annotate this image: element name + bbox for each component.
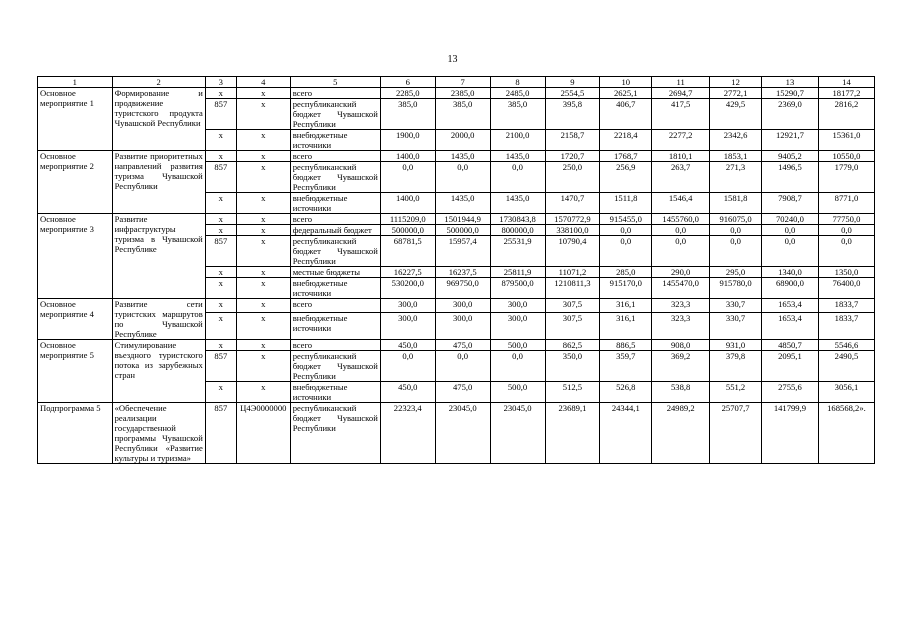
amount-cell: 0,0 — [380, 351, 435, 382]
amount-cell: 916075,0 — [710, 214, 762, 225]
amount-cell: 500,0 — [490, 340, 545, 351]
program-title-cell: «Обеспечение реализации государственной программы Чувашской Республики «Развитие культуры и туризма» — [112, 403, 205, 464]
amount-cell: 395,8 — [545, 99, 600, 130]
program-title-cell: Формирование и продвижение туристского продукта Чувашской Республики — [112, 88, 205, 151]
target-code-cell: х — [236, 340, 290, 351]
table-row — [38, 214, 875, 225]
amount-cell: 1455470,0 — [652, 278, 710, 299]
amount-cell: 385,0 — [490, 99, 545, 130]
amount-cell: 22323,4 — [380, 403, 435, 464]
program-name-cell: Подпрограмма 5 — [38, 403, 113, 464]
admin-code-cell: х — [205, 130, 236, 151]
amount-cell: 5546,6 — [818, 340, 874, 351]
amount-cell: 1350,0 — [818, 267, 874, 278]
amount-cell: 1400,0 — [380, 193, 435, 214]
program-title-cell: Развитие приоритетных направлений развития туризма Чувашской Республики — [112, 151, 205, 214]
funding-source-cell: всего — [290, 299, 380, 313]
amount-cell: 1435,0 — [490, 193, 545, 214]
amount-cell: 0,0 — [435, 162, 490, 193]
amount-cell: 15957,4 — [435, 236, 490, 267]
amount-cell: 931,0 — [710, 340, 762, 351]
amount-cell: 1720,7 — [545, 151, 600, 162]
amount-cell: 300,0 — [380, 313, 435, 340]
amount-cell: 295,0 — [710, 267, 762, 278]
amount-cell: 1853,1 — [710, 151, 762, 162]
funding-source-cell: всего — [290, 214, 380, 225]
admin-code-cell: 857 — [205, 162, 236, 193]
column-header: 9 — [545, 77, 600, 88]
amount-cell: 256,9 — [600, 162, 652, 193]
column-header: 5 — [290, 77, 380, 88]
funding-source-cell: всего — [290, 88, 380, 99]
amount-cell: 70240,0 — [761, 214, 818, 225]
admin-code-cell: х — [205, 225, 236, 236]
amount-cell: 0,0 — [710, 225, 762, 236]
amount-cell: 359,7 — [600, 351, 652, 382]
amount-cell: 23045,0 — [435, 403, 490, 464]
column-header: 7 — [435, 77, 490, 88]
amount-cell: 450,0 — [380, 382, 435, 403]
funding-source-cell: внебюджетные источники — [290, 193, 380, 214]
column-header: 4 — [236, 77, 290, 88]
amount-cell: 3056,1 — [818, 382, 874, 403]
admin-code-cell: х — [205, 382, 236, 403]
amount-cell: 2342,6 — [710, 130, 762, 151]
amount-cell: 76400,0 — [818, 278, 874, 299]
funding-source-cell: федеральный бюджет — [290, 225, 380, 236]
amount-cell: 1501944,9 — [435, 214, 490, 225]
target-code-cell: х — [236, 88, 290, 99]
amount-cell: 24344,1 — [600, 403, 652, 464]
amount-cell: 300,0 — [380, 299, 435, 313]
amount-cell: 2694,7 — [652, 88, 710, 99]
admin-code-cell: 857 — [205, 99, 236, 130]
funding-source-cell: республиканский бюджет Чувашской Республики — [290, 236, 380, 267]
column-header: 11 — [652, 77, 710, 88]
amount-cell: 1570772,9 — [545, 214, 600, 225]
amount-cell: 526,8 — [600, 382, 652, 403]
amount-cell: 512,5 — [545, 382, 600, 403]
target-code-cell: х — [236, 313, 290, 340]
target-code-cell: х — [236, 267, 290, 278]
amount-cell: 2285,0 — [380, 88, 435, 99]
amount-cell: 338100,0 — [545, 225, 600, 236]
amount-cell: 530200,0 — [380, 278, 435, 299]
amount-cell: 2158,7 — [545, 130, 600, 151]
amount-cell: 2000,0 — [435, 130, 490, 151]
amount-cell: 385,0 — [435, 99, 490, 130]
amount-cell: 1340,0 — [761, 267, 818, 278]
amount-cell: 12921,7 — [761, 130, 818, 151]
amount-cell: 1115209,0 — [380, 214, 435, 225]
amount-cell: 385,0 — [380, 99, 435, 130]
amount-cell: 2755,6 — [761, 382, 818, 403]
amount-cell: 0,0 — [652, 236, 710, 267]
amount-cell: 1210811,3 — [545, 278, 600, 299]
program-name-cell: Основное мероприятие 5 — [38, 340, 113, 403]
amount-cell: 290,0 — [652, 267, 710, 278]
amount-cell: 323,3 — [652, 299, 710, 313]
target-code-cell: х — [236, 151, 290, 162]
amount-cell: 1435,0 — [435, 151, 490, 162]
table-row — [38, 299, 875, 313]
amount-cell: 300,0 — [435, 313, 490, 340]
amount-cell: 2369,0 — [761, 99, 818, 130]
amount-cell: 330,7 — [710, 313, 762, 340]
amount-cell: 141799,9 — [761, 403, 818, 464]
admin-code-cell: х — [205, 278, 236, 299]
amount-cell: 879500,0 — [490, 278, 545, 299]
amount-cell: 369,2 — [652, 351, 710, 382]
amount-cell: 25811,9 — [490, 267, 545, 278]
amount-cell: 1496,5 — [761, 162, 818, 193]
funding-source-cell: внебюджетные источники — [290, 313, 380, 340]
amount-cell: 915170,0 — [600, 278, 652, 299]
amount-cell: 2772,1 — [710, 88, 762, 99]
program-name-cell: Основное мероприятие 3 — [38, 214, 113, 299]
amount-cell: 9405,2 — [761, 151, 818, 162]
amount-cell: 1810,1 — [652, 151, 710, 162]
amount-cell: 271,3 — [710, 162, 762, 193]
funding-source-cell: всего — [290, 151, 380, 162]
amount-cell: 25531,9 — [490, 236, 545, 267]
column-header: 13 — [761, 77, 818, 88]
funding-source-cell: внебюджетные источники — [290, 130, 380, 151]
column-header: 2 — [112, 77, 205, 88]
admin-code-cell: х — [205, 193, 236, 214]
amount-cell: 10790,4 — [545, 236, 600, 267]
table-body — [38, 88, 875, 464]
amount-cell: 0,0 — [600, 236, 652, 267]
amount-cell: 406,7 — [600, 99, 652, 130]
target-code-cell: х — [236, 225, 290, 236]
admin-code-cell: х — [205, 299, 236, 313]
target-code-cell: х — [236, 278, 290, 299]
amount-cell: 11071,2 — [545, 267, 600, 278]
amount-cell: 1470,7 — [545, 193, 600, 214]
amount-cell: 316,1 — [600, 299, 652, 313]
program-title-cell: Стимулирование въездного туристского потока из зарубежных стран — [112, 340, 205, 403]
amount-cell: 1833,7 — [818, 313, 874, 340]
amount-cell: 2385,0 — [435, 88, 490, 99]
column-header: 3 — [205, 77, 236, 88]
program-name-cell: Основное мероприятие 1 — [38, 88, 113, 151]
admin-code-cell: х — [205, 340, 236, 351]
amount-cell: 24989,2 — [652, 403, 710, 464]
amount-cell: 450,0 — [380, 340, 435, 351]
admin-code-cell: х — [205, 151, 236, 162]
page-number: 13 — [447, 54, 458, 65]
amount-cell: 168568,2». — [818, 403, 874, 464]
amount-cell: 1435,0 — [490, 151, 545, 162]
amount-cell: 0,0 — [818, 225, 874, 236]
amount-cell: 0,0 — [818, 236, 874, 267]
amount-cell: 330,7 — [710, 299, 762, 313]
amount-cell: 0,0 — [600, 225, 652, 236]
admin-code-cell: 857 — [205, 351, 236, 382]
target-code-cell: х — [236, 382, 290, 403]
admin-code-cell: х — [205, 88, 236, 99]
target-code-cell: Ц4Э0000000 — [236, 403, 290, 464]
table-row — [38, 403, 875, 464]
amount-cell: 25707,7 — [710, 403, 762, 464]
funding-source-cell: республиканский бюджет Чувашской Республики — [290, 351, 380, 382]
program-name-cell: Основное мероприятие 2 — [38, 151, 113, 214]
funding-source-cell: внебюджетные источники — [290, 278, 380, 299]
amount-cell: 1435,0 — [435, 193, 490, 214]
amount-cell: 300,0 — [490, 299, 545, 313]
amount-cell: 8771,0 — [818, 193, 874, 214]
amount-cell: 1546,4 — [652, 193, 710, 214]
amount-cell: 969750,0 — [435, 278, 490, 299]
amount-cell: 500000,0 — [435, 225, 490, 236]
amount-cell: 316,1 — [600, 313, 652, 340]
amount-cell: 263,7 — [652, 162, 710, 193]
amount-cell: 429,5 — [710, 99, 762, 130]
amount-cell: 1779,0 — [818, 162, 874, 193]
amount-cell: 417,5 — [652, 99, 710, 130]
amount-cell: 551,2 — [710, 382, 762, 403]
amount-cell: 68781,5 — [380, 236, 435, 267]
amount-cell: 1581,8 — [710, 193, 762, 214]
amount-cell: 915455,0 — [600, 214, 652, 225]
amount-cell: 908,0 — [652, 340, 710, 351]
amount-cell: 15290,7 — [761, 88, 818, 99]
funding-source-cell: республиканский бюджет Чувашской Республики — [290, 99, 380, 130]
amount-cell: 800000,0 — [490, 225, 545, 236]
amount-cell: 0,0 — [490, 162, 545, 193]
amount-cell: 2277,2 — [652, 130, 710, 151]
target-code-cell: х — [236, 214, 290, 225]
admin-code-cell: х — [205, 214, 236, 225]
column-header: 6 — [380, 77, 435, 88]
target-code-cell: х — [236, 193, 290, 214]
admin-code-cell: 857 — [205, 236, 236, 267]
amount-cell: 307,5 — [545, 313, 600, 340]
target-code-cell: х — [236, 236, 290, 267]
amount-cell: 250,0 — [545, 162, 600, 193]
budget-table — [37, 76, 875, 464]
amount-cell: 68900,0 — [761, 278, 818, 299]
amount-cell: 886,5 — [600, 340, 652, 351]
amount-cell: 0,0 — [490, 351, 545, 382]
amount-cell: 0,0 — [761, 236, 818, 267]
funding-source-cell: республиканский бюджет Чувашской Республики — [290, 162, 380, 193]
target-code-cell: х — [236, 299, 290, 313]
table-row — [38, 340, 875, 351]
amount-cell: 1653,4 — [761, 313, 818, 340]
amount-cell: 2816,2 — [818, 99, 874, 130]
amount-cell: 2490,5 — [818, 351, 874, 382]
program-title-cell: Развитие сети туристских маршрутов по Чувашской Республике — [112, 299, 205, 340]
amount-cell: 16227,5 — [380, 267, 435, 278]
target-code-cell: х — [236, 162, 290, 193]
amount-cell: 7908,7 — [761, 193, 818, 214]
funding-source-cell: республиканский бюджет Чувашской Республики — [290, 403, 380, 464]
amount-cell: 18177,2 — [818, 88, 874, 99]
column-header: 1 — [38, 77, 113, 88]
amount-cell: 1511,8 — [600, 193, 652, 214]
amount-cell: 285,0 — [600, 267, 652, 278]
amount-cell: 475,0 — [435, 382, 490, 403]
funding-source-cell: местные бюджеты — [290, 267, 380, 278]
amount-cell: 77750,0 — [818, 214, 874, 225]
amount-cell: 15361,0 — [818, 130, 874, 151]
amount-cell: 23045,0 — [490, 403, 545, 464]
amount-cell: 915780,0 — [710, 278, 762, 299]
amount-cell: 2554,5 — [545, 88, 600, 99]
column-header: 12 — [710, 77, 762, 88]
target-code-cell: х — [236, 130, 290, 151]
amount-cell: 2485,0 — [490, 88, 545, 99]
table-row — [38, 151, 875, 162]
amount-cell: 2218,4 — [600, 130, 652, 151]
amount-cell: 2100,0 — [490, 130, 545, 151]
amount-cell: 862,5 — [545, 340, 600, 351]
amount-cell: 538,8 — [652, 382, 710, 403]
column-header: 8 — [490, 77, 545, 88]
amount-cell: 0,0 — [435, 351, 490, 382]
target-code-cell: х — [236, 351, 290, 382]
amount-cell: 0,0 — [652, 225, 710, 236]
amount-cell: 350,0 — [545, 351, 600, 382]
amount-cell: 1900,0 — [380, 130, 435, 151]
amount-cell: 10550,0 — [818, 151, 874, 162]
admin-code-cell: 857 — [205, 403, 236, 464]
column-header: 10 — [600, 77, 652, 88]
program-name-cell: Основное мероприятие 4 — [38, 299, 113, 340]
amount-cell: 1400,0 — [380, 151, 435, 162]
amount-cell: 379,8 — [710, 351, 762, 382]
amount-cell: 475,0 — [435, 340, 490, 351]
column-number-row — [38, 77, 875, 88]
amount-cell: 2625,1 — [600, 88, 652, 99]
admin-code-cell: х — [205, 267, 236, 278]
amount-cell: 0,0 — [710, 236, 762, 267]
amount-cell: 1653,4 — [761, 299, 818, 313]
amount-cell: 300,0 — [435, 299, 490, 313]
amount-cell: 0,0 — [761, 225, 818, 236]
amount-cell: 500000,0 — [380, 225, 435, 236]
amount-cell: 1455760,0 — [652, 214, 710, 225]
amount-cell: 1833,7 — [818, 299, 874, 313]
amount-cell: 307,5 — [545, 299, 600, 313]
table-row — [38, 88, 875, 99]
amount-cell: 1730843,8 — [490, 214, 545, 225]
amount-cell: 2095,1 — [761, 351, 818, 382]
amount-cell: 16237,5 — [435, 267, 490, 278]
amount-cell: 500,0 — [490, 382, 545, 403]
column-header: 14 — [818, 77, 874, 88]
amount-cell: 4850,7 — [761, 340, 818, 351]
program-title-cell: Развитие инфраструктуры туризма в Чувашской Республике — [112, 214, 205, 299]
amount-cell: 300,0 — [490, 313, 545, 340]
funding-source-cell: внебюджетные источники — [290, 382, 380, 403]
funding-source-cell: всего — [290, 340, 380, 351]
admin-code-cell: х — [205, 313, 236, 340]
target-code-cell: х — [236, 99, 290, 130]
amount-cell: 323,3 — [652, 313, 710, 340]
amount-cell: 1768,7 — [600, 151, 652, 162]
amount-cell: 0,0 — [380, 162, 435, 193]
amount-cell: 23689,1 — [545, 403, 600, 464]
